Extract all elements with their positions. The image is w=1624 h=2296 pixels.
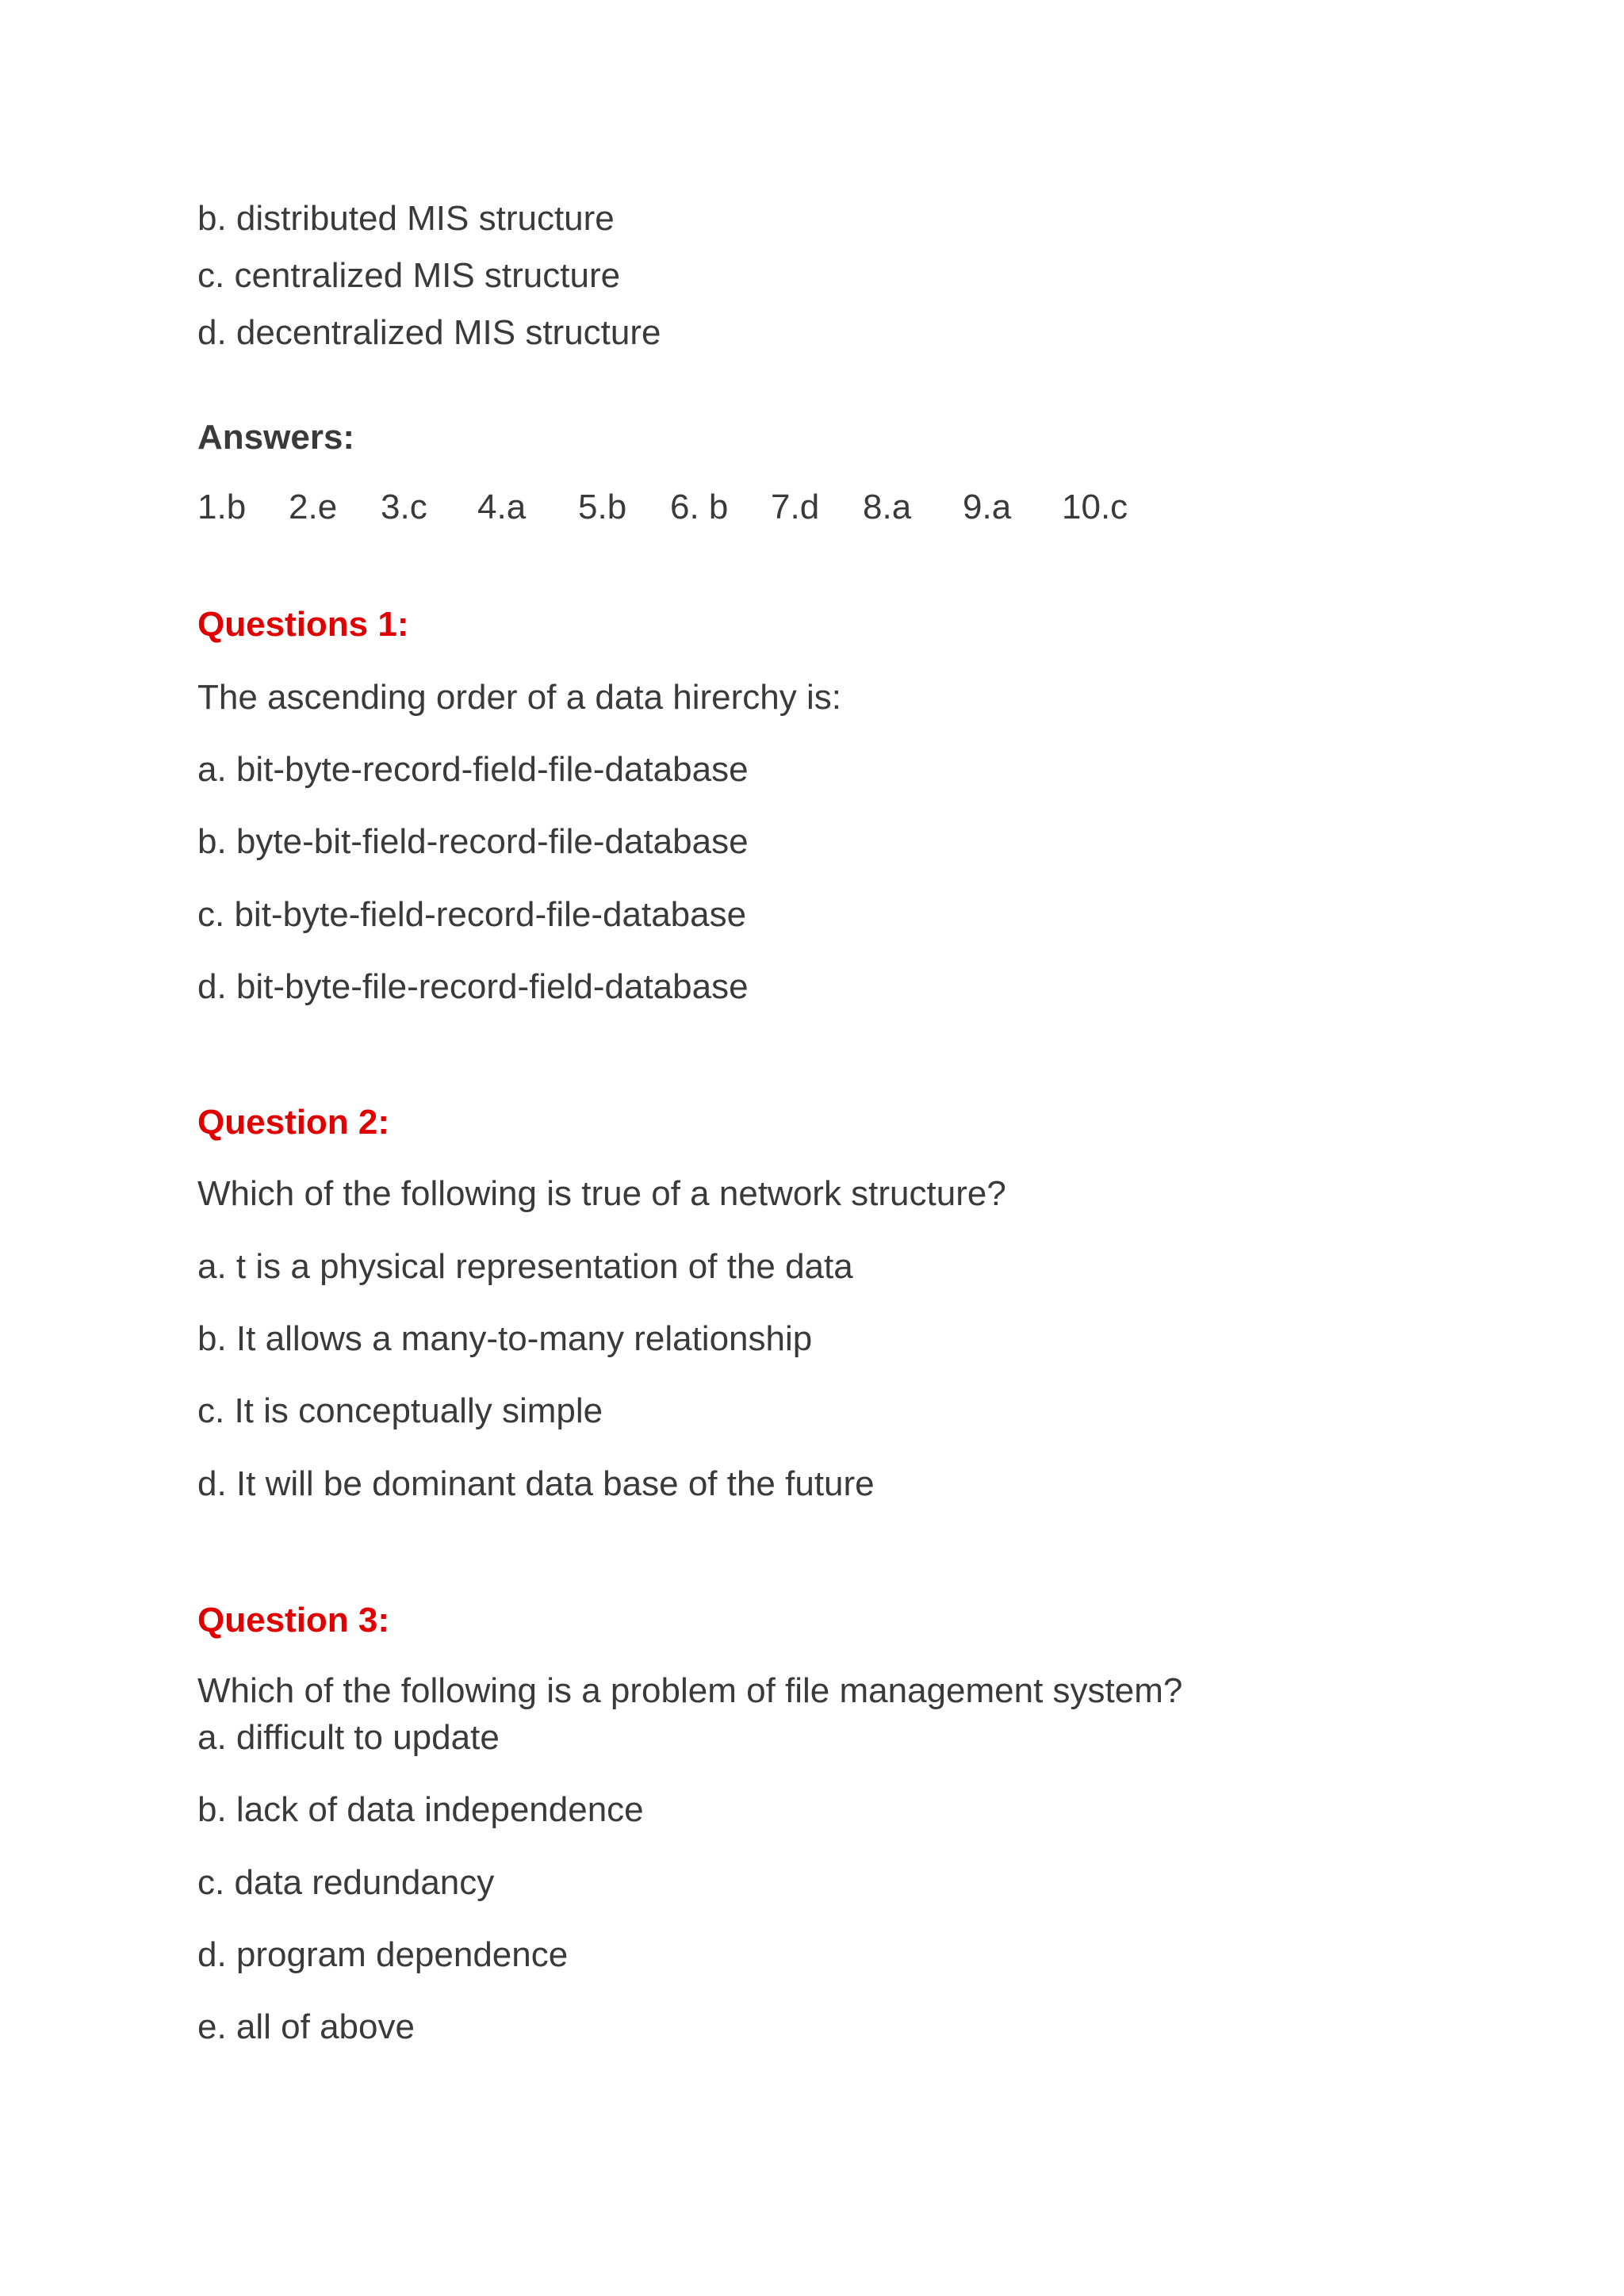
question-2-option-d: d. It will be dominant data base of the future: [197, 1464, 875, 1503]
answer-item: 10.c: [1062, 488, 1128, 526]
answer-item: 1.b: [197, 488, 247, 526]
answer-item: 7.d: [771, 488, 820, 526]
carryover-option-b: b. distributed MIS structure: [197, 199, 615, 238]
answer-item: 2.e: [289, 488, 338, 526]
answer-item: 9.a: [963, 488, 1012, 526]
question-1-option-b: b. byte-bit-field-record-file-database: [197, 822, 749, 861]
question-1-option-c: c. bit-byte-field-record-file-database: [197, 895, 747, 934]
answers-title: Answers:: [197, 418, 355, 457]
question-1-text: The ascending order of a data hirerchy is:: [197, 678, 842, 717]
answer-item: 5.b: [578, 488, 627, 526]
question-3-option-e: e. all of above: [197, 2007, 415, 2046]
question-3-option-d: d. program dependence: [197, 1935, 569, 1974]
answer-item: 3.c: [381, 488, 427, 526]
answer-item: 6. b: [670, 488, 729, 526]
carryover-option-c: c. centralized MIS structure: [197, 256, 621, 295]
question-2-option-c: c. It is conceptually simple: [197, 1391, 603, 1430]
question-3-heading: Question 3:: [197, 1601, 390, 1640]
question-3-text: Which of the following is a problem of file management system?: [197, 1671, 1183, 1710]
question-2-option-b: b. It allows a many-to-many relationship: [197, 1319, 813, 1358]
answers-row: [0, 487, 1624, 528]
question-2-text: Which of the following is true of a network structure?: [197, 1174, 1006, 1213]
answer-item: 8.a: [863, 488, 912, 526]
question-3-option-b: b. lack of data independence: [197, 1790, 644, 1829]
question-3-option-a: a. difficult to update: [197, 1718, 500, 1757]
question-1-option-a: a. bit-byte-record-field-file-database: [197, 750, 749, 789]
question-1-option-d: d. bit-byte-file-record-field-database: [197, 967, 749, 1006]
question-1-heading: Questions 1:: [197, 605, 409, 644]
question-2-option-a: a. t is a physical representation of the data: [197, 1247, 853, 1286]
carryover-option-d: d. decentralized MIS structure: [197, 313, 661, 352]
question-3-option-c: c. data redundancy: [197, 1863, 495, 1902]
question-2-heading: Question 2:: [197, 1103, 390, 1142]
answer-item: 4.a: [477, 488, 527, 526]
